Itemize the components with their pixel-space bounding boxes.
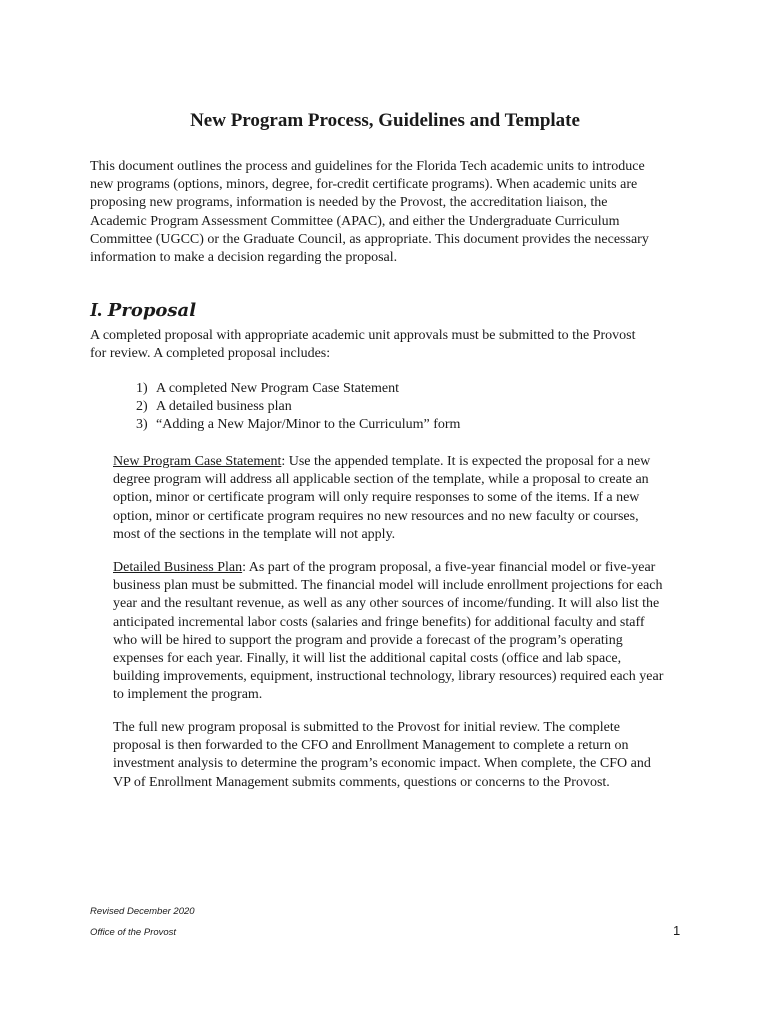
section-heading [90, 298, 196, 323]
proposal-intro-paragraph: A completed proposal with appropriate academic unit approvals must be submitted to the Provost for review. A completed proposal includes: [90, 328, 636, 362]
section-number: I. [90, 299, 103, 321]
list-item-text: “Adding a New Major/Minor to the Curriculum” form [156, 417, 461, 433]
list-item-text: A detailed business plan [156, 399, 292, 415]
footer-revised-date: Revised December 2020 [90, 906, 195, 917]
footer-office: Office of the Provost [90, 927, 177, 938]
list-item [136, 398, 460, 416]
business-plan-paragraph [113, 559, 668, 705]
list-item-number: 2) [136, 399, 148, 415]
document-title: New Program Process, Guidelines and Template [190, 110, 580, 131]
list-item [136, 380, 460, 398]
case-statement-label: New Program Case Statement [113, 454, 282, 469]
page-number: 1 [673, 923, 681, 938]
list-item-number: 3) [136, 417, 148, 433]
intro-paragraph: This document outlines the process and guidelines for the Florida Tech academic units to introduce new programs (options, minors, degree, for-credit certificate programs). When academic units are proposing new programs, information is needed by the Provost, the accreditation liaison, the Academic Program Assessment Committee (APAC), and either the Undergraduate Curriculum Committee (UGCC) or the Graduate Council, as appropriate. This document provides the necessary information to make a decision regarding the proposal. [90, 159, 649, 266]
case-statement-text: : Use the appended template. It is expected the proposal for a new degree program will address all applicable section of the template, while a proposal to create an option, minor or certificate program will only require responses to some of the items. If a new option, minor or certificate program requires no new resources and no new faculty or courses, most of the sections in the template will not apply. [113, 454, 651, 542]
requirements-list [136, 380, 460, 435]
business-plan-text: : As part of the program proposal, a five-year financial model or five-year business plan must be submitted. The financial model will include enrollment projections for each year and the resultant revenue, as well as any other sources of income/funding. It will also list the anticipated incremental labor costs (salaries and fringe benefits) for additional faculty and staff who will be hired to support the program and provide a forecast of the program’s operating expenses for each year. Finally, it will list the additional capital costs (office and lab space, building improvements, equipment, instructional technology, library resources) required each year to implement the program. [113, 560, 664, 703]
list-item [136, 416, 460, 434]
section-title: Proposal [107, 300, 197, 321]
list-item-number: 1) [136, 381, 148, 396]
list-item-text: A completed New Program Case Statement [156, 381, 399, 396]
case-statement-paragraph [113, 453, 668, 544]
full-proposal-paragraph: The full new program proposal is submitted to the Provost for initial review. The complete proposal is then forwarded to the CFO and Enrollment Management to complete a return on investment analysis to determine the program’s economic impact. When complete, the CFO and VP of Enrollment Management submits comments, questions or concerns to the Provost. [113, 720, 651, 790]
business-plan-label: Detailed Business Plan [113, 560, 243, 575]
